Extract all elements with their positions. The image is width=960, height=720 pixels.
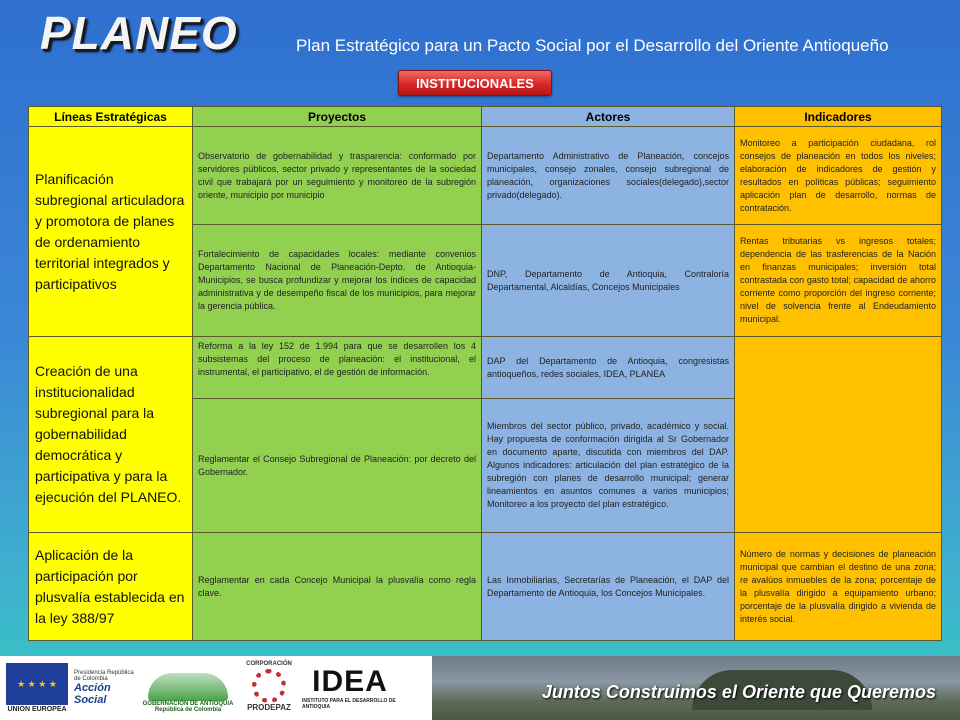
institucionales-button[interactable]: INSTITUCIONALES bbox=[398, 70, 552, 96]
prodepaz-top: CORPORACIÓN bbox=[246, 661, 292, 667]
column-header-indicadores: Indicadores bbox=[735, 107, 942, 127]
accion-social-name: Acción Social bbox=[74, 682, 111, 706]
project-cell: Fortalecimiento de capacidades locales: mediante convenios Departamento Nacional de Planeación-Depto. de Antioquia-Municipios, se busca profundizar y mejorar los índices de capacidad administrativa y de desempeño fiscal de los municipios, para mejorar la gerencia pública. bbox=[193, 225, 482, 337]
landscape-banner bbox=[432, 656, 960, 720]
actors-cell: DAP del Departamento de Antioquia, congresistas antioqueños, redes sociales, IDEA, PLANEA bbox=[482, 337, 735, 399]
strategic-line: Aplicación de la participación por plusvalía establecida en la ley 388/97 bbox=[29, 533, 193, 641]
eu-logo-caption: UNIÓN EUROPEA bbox=[7, 706, 67, 713]
gobernacion-emblem-icon bbox=[148, 673, 228, 701]
page-subtitle: Plan Estratégico para un Pacto Social por el Desarrollo del Oriente Antioqueño bbox=[296, 36, 889, 55]
strategic-line: Planificación subregional articuladora y promotora de planes de ordenamiento territorial integrados y participativos bbox=[29, 127, 193, 337]
accion-social-top: Presidencia República de Colombia bbox=[74, 670, 134, 682]
indicators-cell bbox=[735, 337, 942, 533]
gobernacion-subcaption: República de Colombia bbox=[154, 707, 222, 713]
idea-caption: INSTITUTO PARA EL DESARROLLO DE ANTIOQUIA bbox=[302, 698, 396, 710]
table-header-row bbox=[29, 107, 942, 127]
idea-name: IDEA bbox=[312, 665, 388, 698]
strategy-table bbox=[28, 106, 942, 641]
prodepaz-logo bbox=[242, 661, 296, 715]
actors-cell: Departamento Administrativo de Planeación, concejos municipales, consejo zonales, consejo subregional de planeación, organizaciones sociales(delegado),sector privado(delegado). bbox=[482, 127, 735, 225]
column-header-lineas: Líneas Estratégicas bbox=[29, 107, 193, 127]
strategic-line: Creación de una institucionalidad subregional para la gobernabilidad democrática y participativa y para la ejecución del PLANEO. bbox=[29, 337, 193, 533]
actors-cell: DNP, Departamento de Antioquia, Contraloría Departamental, Alcaldías, Concejos Municipales bbox=[482, 225, 735, 337]
table-row bbox=[29, 533, 942, 641]
accion-social-logo bbox=[74, 664, 134, 712]
table-row bbox=[29, 337, 942, 399]
eu-flag-icon: ★ ★ ★ ★ bbox=[6, 663, 68, 705]
page-title: PLANEO bbox=[40, 7, 238, 59]
prodepaz-emblem-icon bbox=[252, 669, 286, 703]
sponsor-logos bbox=[0, 656, 430, 720]
project-cell: Reforma a la ley 152 de 1.994 para que se desarrollen los 4 subsistemas del proceso de planeación: el institucional, el instrumental, el participativo, el de gestión de información. bbox=[193, 337, 482, 399]
column-header-actores: Actores bbox=[482, 107, 735, 127]
indicators-cell: Rentas tributarias vs ingresos totales; dependencia de las trasferencias de la Nación en finanzas municipales; inversión total contrastada con gasto total; capacidad de ahorro corriente como proporción del ingreso corriente; nivel de solvencia frente al Endeudamiento municipal. bbox=[735, 225, 942, 337]
footer-motto: Juntos Construimos el Oriente que Queremos bbox=[541, 682, 936, 702]
eu-logo bbox=[6, 663, 68, 713]
gobernacion-logo bbox=[140, 663, 236, 713]
table-row bbox=[29, 127, 942, 225]
actors-cell: Miembros del sector público, privado, académico y social. Hay propuesta de conformación dirigida al Sr Gobernador en documento aparte, discutida con miembros del DAP. Algunos indicadores: articulación del plan estratégico de la subregión con planes de desarrollo municipal; generar lineamientos en asuntos comunes a varios municipios; Monitoreo a los proyecto del plan estratégico. bbox=[482, 399, 735, 533]
project-cell: Reglamentar en cada Concejo Municipal la plusvalía como regla clave. bbox=[193, 533, 482, 641]
idea-logo bbox=[302, 661, 398, 715]
project-cell: Observatorio de gobernabilidad y trasparencia: conformado por servidores públicos, sector privado y representantes de la sociedad civil que trabajará por un seguimiento y monitoreo de la subregión oriente, municipio por municipio bbox=[193, 127, 482, 225]
footer-bar bbox=[0, 656, 960, 720]
indicators-cell: Monitoreo a participación ciudadana, rol consejos de planeación en todos los niveles; elaboración de indicadores de gestión y resultados en políticas públicas; seguimiento aplicación plan de desarrollo, normas de contratación. bbox=[735, 127, 942, 225]
actors-cell: Las Inmobiliarias, Secretarías de Planeación, el DAP del Departamento de Antioquia, los Concejos Municipales. bbox=[482, 533, 735, 641]
column-header-proyectos: Proyectos bbox=[193, 107, 482, 127]
prodepaz-name: PRODEPAZ bbox=[247, 703, 291, 712]
project-cell: Reglamentar el Consejo Subregional de Planeación: por decreto del Gobernador. bbox=[193, 399, 482, 533]
indicators-cell: Número de normas y decisiones de planeación municipal que cambian el destino de una zona; re avalúos inmuebles de la zona; porcentaje de la plusvalía dirigido a equipamiento urbano; porcentaje de la plusvalía dirigido a vivienda de interés social. bbox=[735, 533, 942, 641]
gobernacion-caption: GOBERNACIÓN DE ANTIOQUIA bbox=[142, 701, 234, 707]
